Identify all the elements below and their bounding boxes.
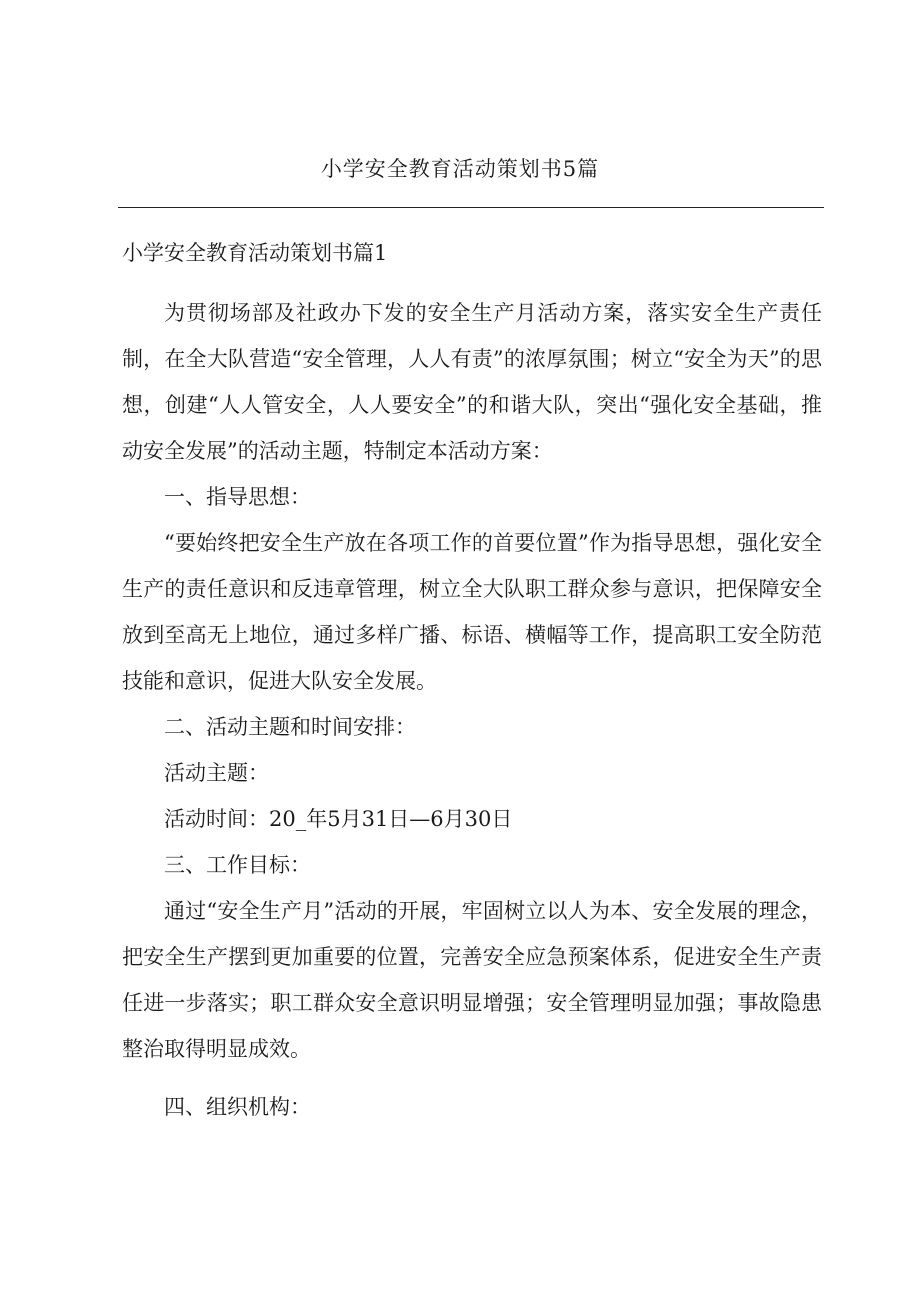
heading-organization: 四、组织机构： <box>164 1095 311 1119</box>
document-title: 小学安全教育活动策划书5篇 <box>320 157 600 181</box>
activity-theme-line: 活动主题： <box>164 761 269 785</box>
title-underline <box>118 207 824 208</box>
heading-work-goals: 三、工作目标： <box>164 853 311 877</box>
activity-time-line: 活动时间：20_年5月31日—6月30日 <box>164 807 513 831</box>
document-body <box>122 230 822 1130</box>
intro-paragraph: 为贯彻场部及社政办下发的安全生产月活动方案，落实安全生产责任制，在全大队营造“安全管理，人人有责”的浓厚氛围；树立“安全为天”的思想，创建“人人管安全，人人要安全”的和谐大队，突出“强化安全基础，推动安全发展”的活动主题，特制定本活动方案： <box>122 301 822 463</box>
heading-guiding-principle: 一、指导思想： <box>164 485 311 509</box>
section-subtitle: 小学安全教育活动策划书篇1 <box>122 241 388 265</box>
work-goals-paragraph: 通过“安全生产月”活动的开展，牢固树立以人为本、安全发展的理念，把安全生产摆到更加重要的位置，完善安全应急预案体系，促进安全生产责任进一步落实；职工群众安全意识明显增强；安全管理明显加强；事故隐患整治取得明显成效。 <box>122 899 822 1061</box>
guiding-principle-paragraph: “要始终把安全生产放在各项工作的首要位置”作为指导思想，强化安全生产的责任意识和反违章管理，树立全大队职工群众参与意识，把保障安全放到至高无上地位，通过多样广播、标语、横幅等工作，提高职工安全防范技能和意识，促进大队安全发展。 <box>122 531 822 693</box>
heading-theme-schedule: 二、活动主题和时间安排： <box>164 715 416 739</box>
